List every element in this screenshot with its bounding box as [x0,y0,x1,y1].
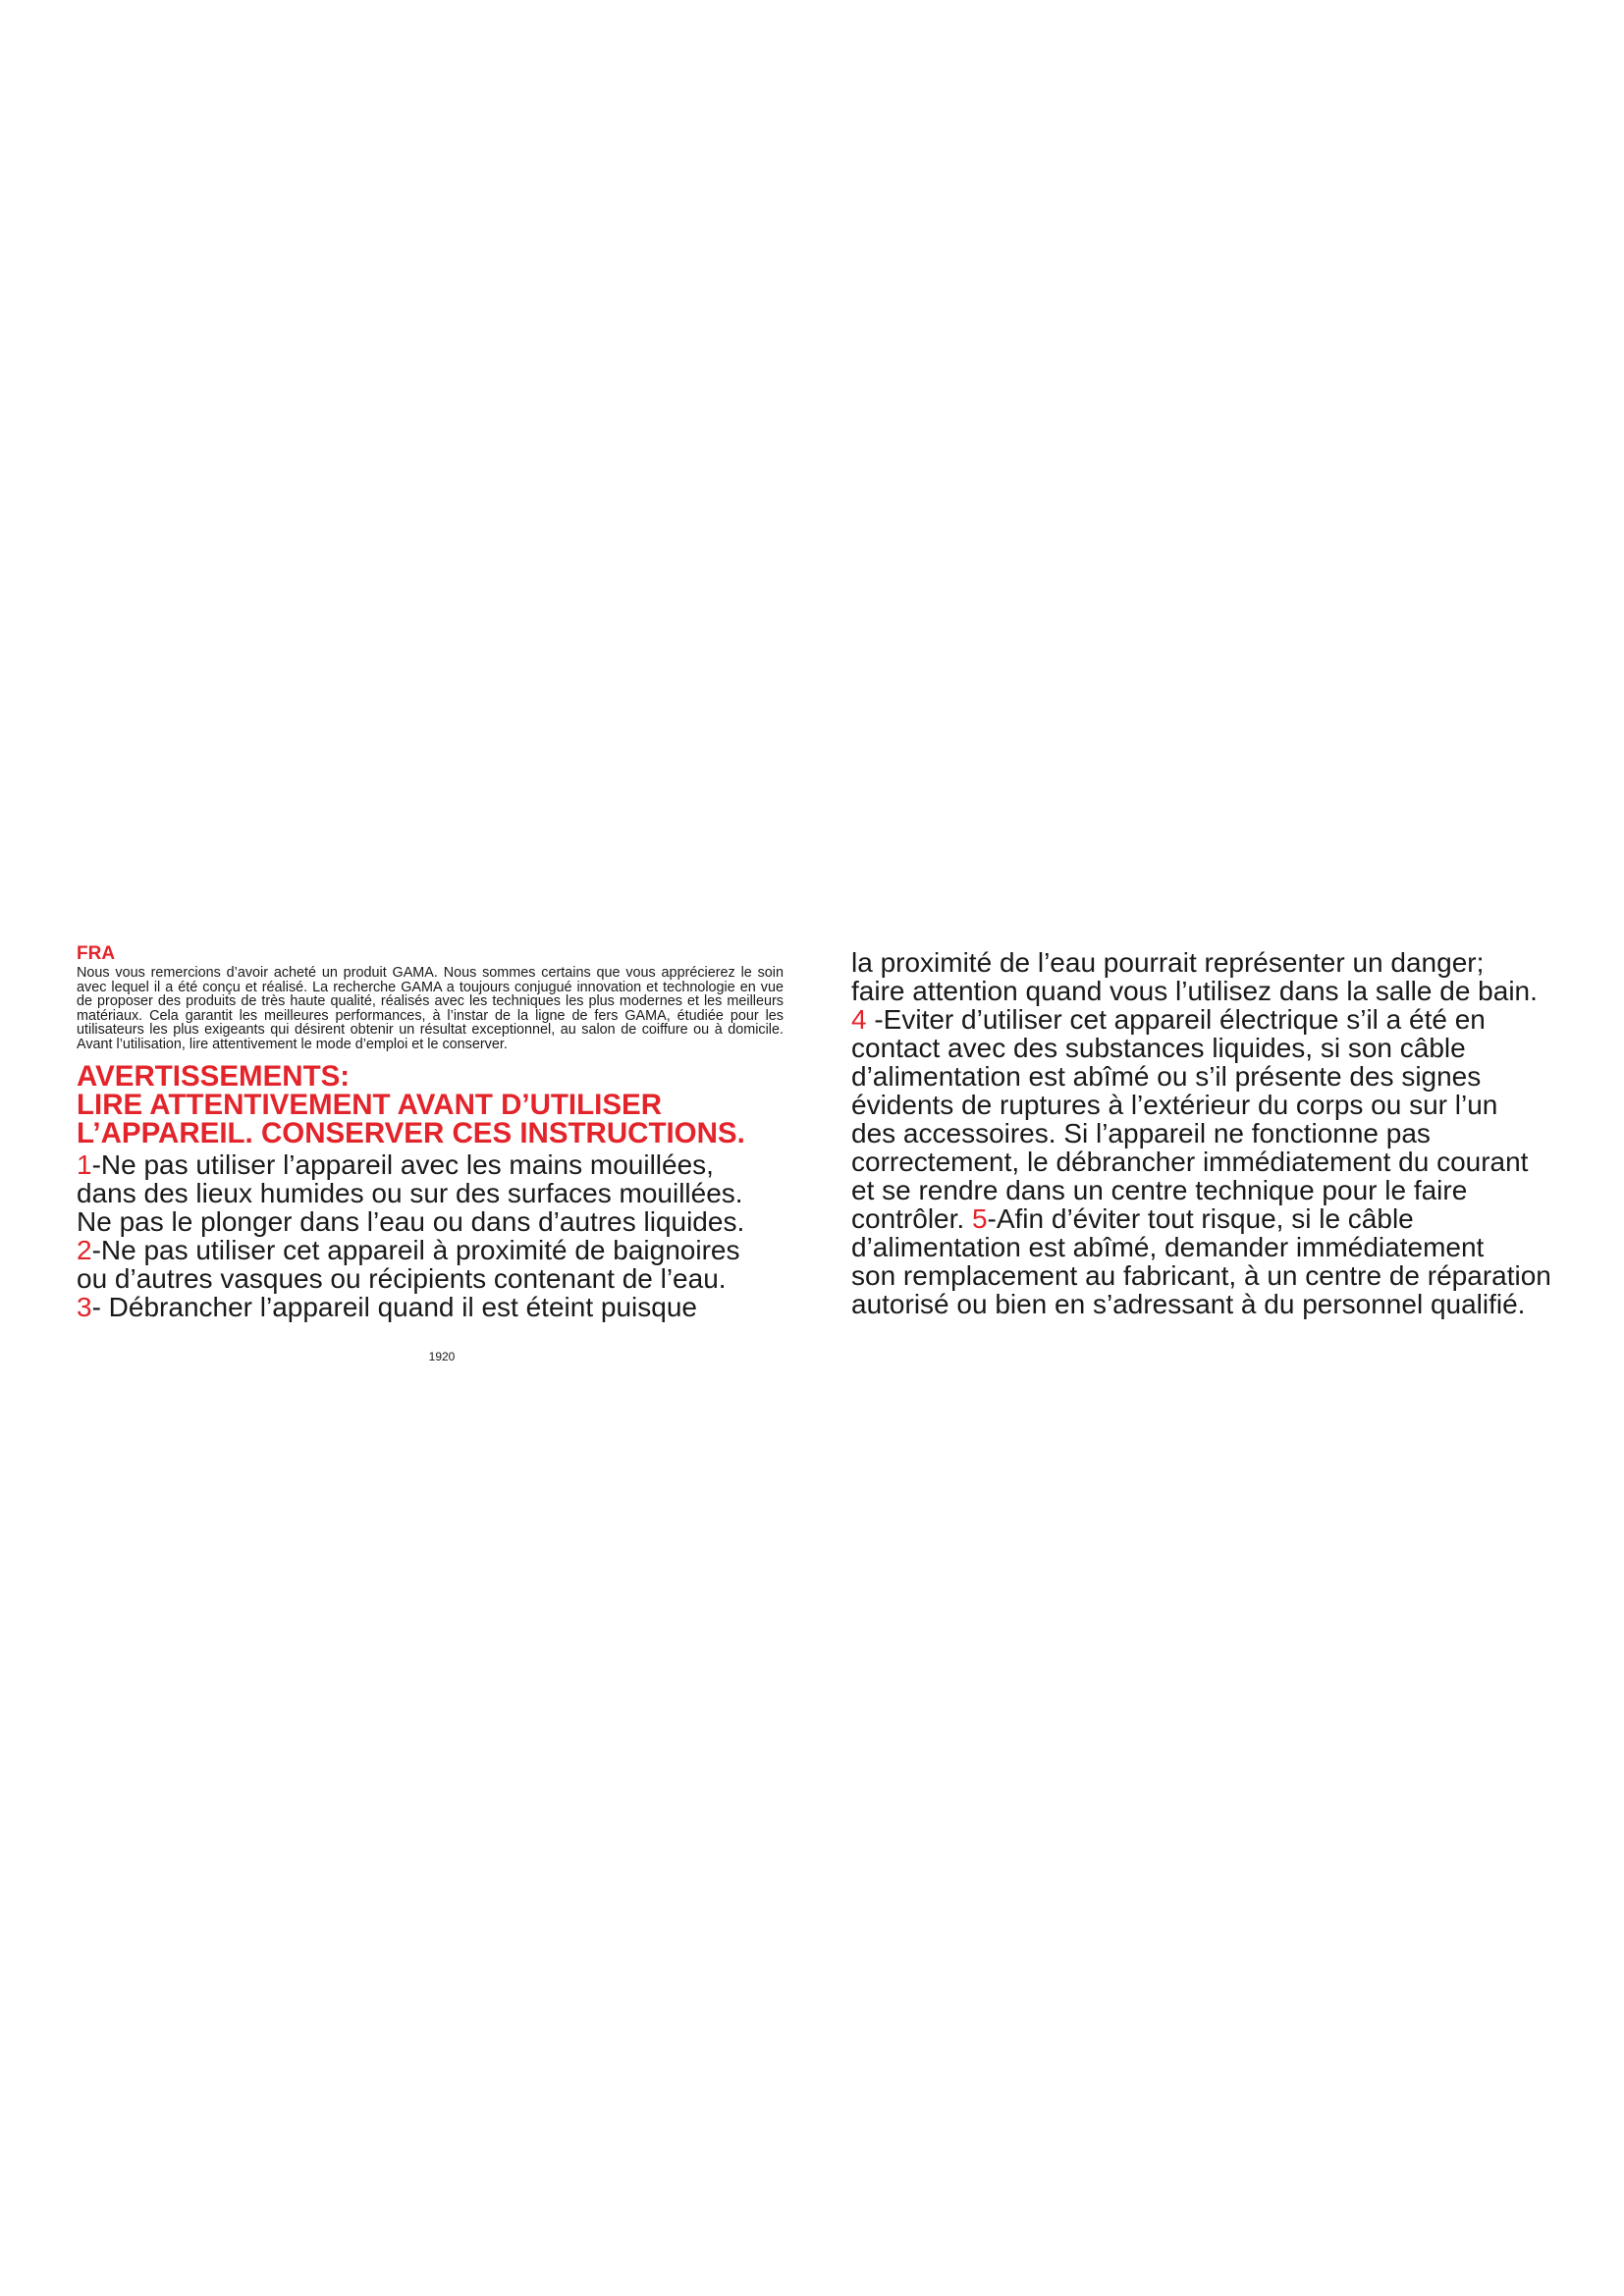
text-line: contact avec des substances liquides, si son câble [851,1033,1466,1063]
warning-item-2-line: ou d’autres vasques ou récipients contenant de l’eau. [77,1263,727,1294]
text-line: autorisé ou bien en s’adressant à du personnel qualifié. [851,1289,1526,1319]
warning-item-5-line: contrôler. 5-Afin d’éviter tout risque, si le câble [851,1203,1414,1234]
warning-item-1-line: dans des lieux humides ou sur des surfaces mouillées. [77,1178,743,1208]
text-line: des accessoires. Si l’appareil ne fonctionne pas [851,1118,1431,1148]
item-number: 4 [851,1004,867,1035]
left-column [77,944,784,1321]
text-line: la proximité de l’eau pourrait représenter un danger; [851,947,1485,978]
text-line: d’alimentation est abîmé ou s’il présente des signes [851,1061,1482,1092]
item-number: 5 [971,1203,988,1234]
text-line: et se rendre dans un centre technique pour le faire [851,1175,1468,1205]
text-line: d’alimentation est abîmé, demander immédiatement [851,1232,1485,1262]
warning-item-1-line: Ne pas le plonger dans l’eau ou dans d’autres liquides. [77,1206,745,1237]
item-number: 1 [77,1149,92,1180]
page-number: 1920 [428,1350,456,1363]
warning-item-2-line: 2-Ne pas utiliser cet appareil à proximité de baignoires [77,1235,740,1265]
text-line: faire attention quand vous l’utilisez dans la salle de bain. [851,976,1538,1006]
text-line: son remplacement au fabricant, à un centre de réparation [851,1260,1551,1291]
warning-title-line: LIRE ATTENTIVEMENT AVANT D’UTILISER [77,1089,662,1121]
text-line: évidents de ruptures à l’extérieur du corps ou sur l’un [851,1090,1498,1120]
right-column [851,948,1556,1318]
warning-item-4-line: 4 -Eviter d’utiliser cet appareil électrique s’il a été en [851,1004,1486,1035]
warning-item-3-line: 3- Débrancher l’appareil quand il est éteint puisque [77,1292,697,1322]
warning-items-continued [851,948,1556,1318]
item-number: 3 [77,1292,92,1322]
warning-title [77,1062,784,1148]
item-number: 2 [77,1235,92,1265]
warning-item-1-line: 1-Ne pas utiliser l’appareil avec les mains mouillées, [77,1149,714,1180]
warning-items [77,1150,784,1321]
warning-title-line: AVERTISSEMENTS: [77,1060,351,1093]
text-line: correctement, le débrancher immédiatement du courant [851,1147,1529,1177]
language-label: FRA [77,943,116,964]
warning-title-line: L’APPAREIL. CONSERVER CES INSTRUCTIONS. [77,1117,745,1149]
intro-paragraph: Nous vous remercions d’avoir acheté un produit GAMA. Nous sommes certains que vous apprécierez le soin avec lequel il a été conçu et réalisé. La recherche GAMA a toujours conjugué innovation et technologie en vue de proposer des produits de très haute qualité, réalisés avec les techniques les plus modernes et les meilleurs matériaux. Cela garantit les meilleures performances, à l’instar de la ligne de fers GAMA, étudiée pour les utilisateurs les plus exigeants qui désirent obtenir un résultat exceptionnel, au salon de coiffure ou à domicile. Avant l’utilisation, lire attentivement le mode d’emploi et le conserver. [77,965,784,1052]
